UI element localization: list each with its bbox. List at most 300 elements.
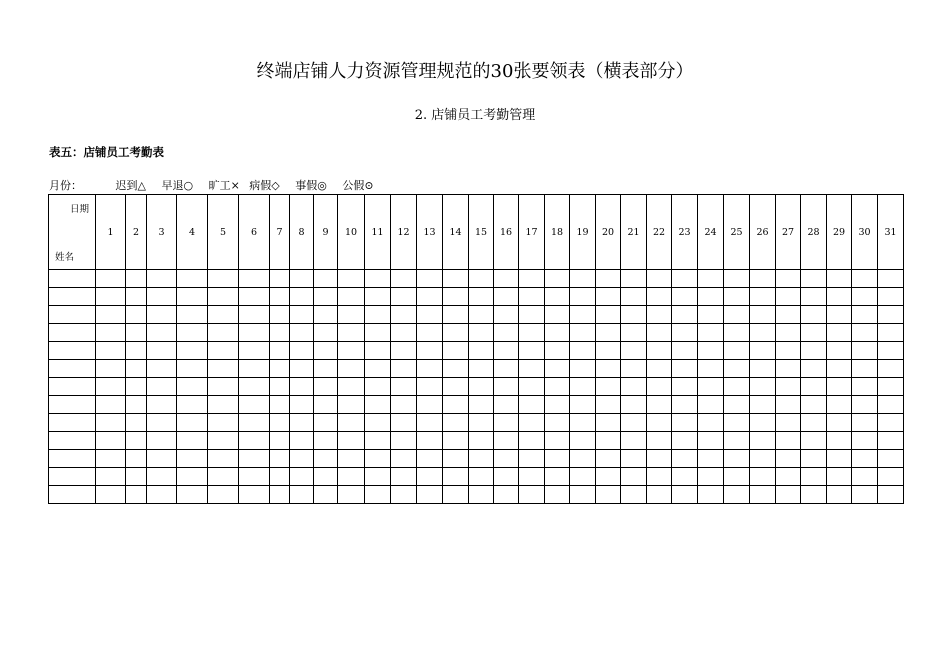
attendance-cell <box>239 306 270 324</box>
attendance-cell <box>147 378 177 396</box>
attendance-cell <box>239 342 270 360</box>
attendance-cell <box>545 396 570 414</box>
attendance-cell <box>596 360 621 378</box>
attendance-cell <box>545 360 570 378</box>
attendance-cell <box>621 288 647 306</box>
attendance-cell <box>290 450 314 468</box>
attendance-cell <box>647 468 672 486</box>
attendance-cell <box>878 270 904 288</box>
attendance-cell <box>391 288 417 306</box>
attendance-cell <box>126 324 147 342</box>
attendance-cell <box>314 360 338 378</box>
attendance-cell <box>469 414 494 432</box>
attendance-cell <box>417 486 443 504</box>
attendance-cell <box>596 486 621 504</box>
attendance-cell <box>494 450 519 468</box>
attendance-cell <box>545 342 570 360</box>
attendance-cell <box>239 324 270 342</box>
attendance-cell <box>208 288 239 306</box>
attendance-cell <box>827 450 852 468</box>
attendance-cell <box>647 360 672 378</box>
attendance-cell <box>177 468 208 486</box>
table-row <box>49 360 904 378</box>
attendance-cell <box>672 342 698 360</box>
attendance-cell <box>596 450 621 468</box>
attendance-cell <box>878 324 904 342</box>
attendance-cell <box>177 288 208 306</box>
day-header-6: 6 <box>239 195 270 270</box>
attendance-cell <box>96 288 126 306</box>
day-header-26: 26 <box>750 195 776 270</box>
attendance-cell <box>270 270 290 288</box>
attendance-cell <box>126 378 147 396</box>
attendance-cell <box>494 360 519 378</box>
attendance-cell <box>570 360 596 378</box>
attendance-cell <box>750 432 776 450</box>
table-row <box>49 324 904 342</box>
attendance-cell <box>177 396 208 414</box>
attendance-cell <box>878 450 904 468</box>
attendance-cell <box>621 342 647 360</box>
attendance-cell <box>126 342 147 360</box>
attendance-cell <box>801 360 827 378</box>
attendance-cell <box>545 324 570 342</box>
attendance-cell <box>827 270 852 288</box>
attendance-cell <box>724 396 750 414</box>
attendance-cell <box>290 378 314 396</box>
attendance-cell <box>596 342 621 360</box>
attendance-cell <box>270 288 290 306</box>
attendance-cell <box>391 468 417 486</box>
attendance-cell <box>443 360 469 378</box>
table-header-row <box>49 195 904 270</box>
attendance-cell <box>417 324 443 342</box>
attendance-cell <box>338 432 365 450</box>
attendance-cell <box>621 270 647 288</box>
attendance-cell <box>365 288 391 306</box>
attendance-cell <box>391 324 417 342</box>
day-header-21: 21 <box>621 195 647 270</box>
attendance-cell <box>469 288 494 306</box>
attendance-cell <box>147 486 177 504</box>
attendance-cell <box>96 342 126 360</box>
attendance-cell <box>239 288 270 306</box>
attendance-cell <box>852 414 878 432</box>
attendance-cell <box>469 324 494 342</box>
attendance-cell <box>417 432 443 450</box>
attendance-cell <box>391 414 417 432</box>
table-row <box>49 270 904 288</box>
attendance-cell <box>647 306 672 324</box>
attendance-cell <box>878 288 904 306</box>
employee-name-cell <box>49 396 96 414</box>
attendance-cell <box>314 342 338 360</box>
attendance-cell <box>776 450 801 468</box>
attendance-cell <box>698 432 724 450</box>
table-row <box>49 432 904 450</box>
attendance-cell <box>177 486 208 504</box>
attendance-cell <box>443 342 469 360</box>
attendance-cell <box>290 486 314 504</box>
attendance-cell <box>314 432 338 450</box>
attendance-cell <box>126 432 147 450</box>
attendance-cell <box>469 270 494 288</box>
attendance-cell <box>596 324 621 342</box>
attendance-cell <box>545 414 570 432</box>
attendance-cell <box>545 450 570 468</box>
attendance-cell <box>519 450 545 468</box>
attendance-cell <box>365 360 391 378</box>
attendance-cell <box>545 486 570 504</box>
day-header-14: 14 <box>443 195 469 270</box>
attendance-cell <box>314 468 338 486</box>
attendance-cell <box>852 288 878 306</box>
employee-name-cell <box>49 360 96 378</box>
attendance-cell <box>417 414 443 432</box>
attendance-cell <box>724 270 750 288</box>
attendance-cell <box>96 360 126 378</box>
employee-name-cell <box>49 342 96 360</box>
attendance-cell <box>852 486 878 504</box>
attendance-cell <box>208 468 239 486</box>
attendance-cell <box>494 396 519 414</box>
attendance-cell <box>519 342 545 360</box>
attendance-cell <box>314 378 338 396</box>
attendance-cell <box>494 342 519 360</box>
attendance-cell <box>314 450 338 468</box>
attendance-cell <box>494 432 519 450</box>
attendance-cell <box>672 396 698 414</box>
attendance-cell <box>391 396 417 414</box>
attendance-cell <box>239 270 270 288</box>
attendance-cell <box>443 288 469 306</box>
attendance-cell <box>469 486 494 504</box>
attendance-cell <box>724 288 750 306</box>
attendance-cell <box>338 270 365 288</box>
attendance-cell <box>827 324 852 342</box>
attendance-cell <box>878 360 904 378</box>
month-label: 月份： <box>49 179 82 192</box>
attendance-cell <box>469 432 494 450</box>
attendance-cell <box>314 288 338 306</box>
attendance-cell <box>724 450 750 468</box>
attendance-cell <box>621 360 647 378</box>
attendance-cell <box>96 414 126 432</box>
attendance-cell <box>239 486 270 504</box>
attendance-cell <box>519 396 545 414</box>
attendance-cell <box>96 396 126 414</box>
attendance-cell <box>391 306 417 324</box>
attendance-cell <box>724 378 750 396</box>
attendance-cell <box>469 378 494 396</box>
attendance-cell <box>750 450 776 468</box>
attendance-cell <box>545 306 570 324</box>
attendance-cell <box>852 378 878 396</box>
attendance-cell <box>596 378 621 396</box>
attendance-cell <box>878 306 904 324</box>
attendance-cell <box>290 360 314 378</box>
attendance-cell <box>801 414 827 432</box>
attendance-cell <box>878 468 904 486</box>
attendance-cell <box>647 324 672 342</box>
attendance-cell <box>878 342 904 360</box>
attendance-cell <box>239 378 270 396</box>
attendance-cell <box>443 414 469 432</box>
attendance-cell <box>417 378 443 396</box>
attendance-cell <box>147 360 177 378</box>
attendance-cell <box>621 306 647 324</box>
day-header-10: 10 <box>338 195 365 270</box>
attendance-cell <box>776 486 801 504</box>
employee-name-cell <box>49 486 96 504</box>
attendance-cell <box>698 324 724 342</box>
attendance-cell <box>724 468 750 486</box>
table-caption: 表五：店铺员工考勤表 <box>49 145 164 159</box>
attendance-cell <box>469 450 494 468</box>
attendance-cell <box>878 486 904 504</box>
attendance-cell <box>545 270 570 288</box>
table-row <box>49 378 904 396</box>
attendance-cell <box>647 342 672 360</box>
attendance-cell <box>443 468 469 486</box>
attendance-cell <box>147 468 177 486</box>
attendance-cell <box>391 342 417 360</box>
attendance-cell <box>126 414 147 432</box>
attendance-cell <box>177 378 208 396</box>
attendance-cell <box>96 450 126 468</box>
attendance-cell <box>290 306 314 324</box>
attendance-cell <box>443 324 469 342</box>
attendance-cell <box>519 288 545 306</box>
attendance-cell <box>391 270 417 288</box>
attendance-cell <box>147 450 177 468</box>
attendance-cell <box>469 360 494 378</box>
attendance-cell <box>208 342 239 360</box>
attendance-cell <box>417 360 443 378</box>
day-header-8: 8 <box>290 195 314 270</box>
attendance-cell <box>365 324 391 342</box>
attendance-cell <box>750 468 776 486</box>
attendance-cell <box>177 450 208 468</box>
attendance-cell <box>417 270 443 288</box>
attendance-cell <box>314 270 338 288</box>
attendance-cell <box>801 342 827 360</box>
attendance-cell <box>338 324 365 342</box>
day-header-4: 4 <box>177 195 208 270</box>
attendance-cell <box>494 486 519 504</box>
attendance-cell <box>208 432 239 450</box>
attendance-cell <box>519 324 545 342</box>
employee-name-cell <box>49 306 96 324</box>
attendance-cell <box>177 432 208 450</box>
attendance-cell <box>270 414 290 432</box>
employee-name-cell <box>49 432 96 450</box>
attendance-cell <box>750 360 776 378</box>
attendance-cell <box>338 468 365 486</box>
attendance-cell <box>801 396 827 414</box>
attendance-cell <box>147 414 177 432</box>
attendance-cell <box>776 324 801 342</box>
attendance-cell <box>519 360 545 378</box>
attendance-cell <box>126 360 147 378</box>
attendance-cell <box>801 450 827 468</box>
corner-date-label: 日期 <box>69 204 89 215</box>
attendance-cell <box>519 270 545 288</box>
day-header-27: 27 <box>776 195 801 270</box>
day-header-23: 23 <box>672 195 698 270</box>
attendance-cell <box>801 306 827 324</box>
attendance-table <box>48 194 904 504</box>
attendance-cell <box>827 486 852 504</box>
attendance-cell <box>672 486 698 504</box>
attendance-cell <box>239 396 270 414</box>
attendance-cell <box>596 288 621 306</box>
attendance-cell <box>698 414 724 432</box>
attendance-cell <box>698 378 724 396</box>
attendance-cell <box>596 396 621 414</box>
attendance-cell <box>417 306 443 324</box>
attendance-cell <box>776 414 801 432</box>
attendance-cell <box>570 486 596 504</box>
day-header-18: 18 <box>545 195 570 270</box>
table-row <box>49 414 904 432</box>
attendance-cell <box>621 396 647 414</box>
attendance-cell <box>724 306 750 324</box>
attendance-cell <box>270 306 290 324</box>
legend-absent: 旷工× <box>208 179 240 192</box>
table-row <box>49 342 904 360</box>
attendance-cell <box>519 486 545 504</box>
attendance-cell <box>469 468 494 486</box>
attendance-cell <box>270 432 290 450</box>
attendance-cell <box>570 324 596 342</box>
attendance-cell <box>96 432 126 450</box>
attendance-cell <box>698 306 724 324</box>
legend-public-leave: 公假⊙ <box>342 179 374 192</box>
attendance-cell <box>239 468 270 486</box>
attendance-cell <box>147 342 177 360</box>
attendance-cell <box>208 378 239 396</box>
attendance-cell <box>827 396 852 414</box>
attendance-cell <box>776 468 801 486</box>
attendance-cell <box>96 270 126 288</box>
attendance-cell <box>596 270 621 288</box>
attendance-cell <box>776 306 801 324</box>
attendance-cell <box>750 288 776 306</box>
corner-name-label: 姓名 <box>55 252 75 263</box>
attendance-cell <box>724 414 750 432</box>
attendance-cell <box>647 270 672 288</box>
attendance-cell <box>596 414 621 432</box>
attendance-cell <box>494 324 519 342</box>
attendance-cell <box>208 414 239 432</box>
attendance-cell <box>827 468 852 486</box>
attendance-cell <box>698 360 724 378</box>
day-header-31: 31 <box>878 195 904 270</box>
section-subtitle: 2. 店铺员工考勤管理 <box>414 108 536 123</box>
attendance-cell <box>338 360 365 378</box>
day-header-7: 7 <box>270 195 290 270</box>
attendance-cell <box>365 270 391 288</box>
attendance-cell <box>596 306 621 324</box>
attendance-cell <box>270 324 290 342</box>
attendance-cell <box>621 486 647 504</box>
attendance-cell <box>338 342 365 360</box>
attendance-cell <box>621 324 647 342</box>
attendance-cell <box>494 288 519 306</box>
attendance-cell <box>417 468 443 486</box>
table-row <box>49 486 904 504</box>
attendance-cell <box>750 306 776 324</box>
attendance-cell <box>494 270 519 288</box>
attendance-cell <box>270 450 290 468</box>
attendance-cell <box>801 378 827 396</box>
attendance-cell <box>290 468 314 486</box>
attendance-cell <box>801 288 827 306</box>
attendance-cell <box>147 432 177 450</box>
attendance-cell <box>494 468 519 486</box>
day-header-16: 16 <box>494 195 519 270</box>
attendance-cell <box>208 486 239 504</box>
attendance-cell <box>208 396 239 414</box>
day-header-9: 9 <box>314 195 338 270</box>
attendance-cell <box>177 414 208 432</box>
attendance-cell <box>776 360 801 378</box>
attendance-cell <box>672 468 698 486</box>
attendance-cell <box>391 486 417 504</box>
attendance-cell <box>270 396 290 414</box>
day-header-30: 30 <box>852 195 878 270</box>
attendance-cell <box>417 450 443 468</box>
attendance-cell <box>391 360 417 378</box>
day-header-28: 28 <box>801 195 827 270</box>
attendance-cell <box>338 306 365 324</box>
attendance-cell <box>570 342 596 360</box>
attendance-cell <box>126 486 147 504</box>
attendance-cell <box>519 378 545 396</box>
attendance-cell <box>570 414 596 432</box>
attendance-cell <box>239 432 270 450</box>
attendance-cell <box>621 414 647 432</box>
attendance-cell <box>338 414 365 432</box>
attendance-cell <box>827 342 852 360</box>
attendance-cell <box>177 306 208 324</box>
employee-name-cell <box>49 270 96 288</box>
attendance-cell <box>621 468 647 486</box>
attendance-cell <box>443 486 469 504</box>
attendance-cell <box>672 288 698 306</box>
attendance-cell <box>698 342 724 360</box>
attendance-cell <box>827 414 852 432</box>
attendance-cell <box>750 378 776 396</box>
attendance-cell <box>177 324 208 342</box>
attendance-cell <box>801 486 827 504</box>
attendance-cell <box>621 432 647 450</box>
attendance-cell <box>776 342 801 360</box>
attendance-cell <box>519 306 545 324</box>
attendance-cell <box>852 342 878 360</box>
attendance-cell <box>776 378 801 396</box>
attendance-cell <box>469 306 494 324</box>
attendance-cell <box>647 432 672 450</box>
attendance-cell <box>290 270 314 288</box>
attendance-cell <box>290 288 314 306</box>
attendance-cell <box>469 342 494 360</box>
attendance-cell <box>647 288 672 306</box>
attendance-cell <box>443 450 469 468</box>
attendance-cell <box>596 432 621 450</box>
attendance-cell <box>647 450 672 468</box>
